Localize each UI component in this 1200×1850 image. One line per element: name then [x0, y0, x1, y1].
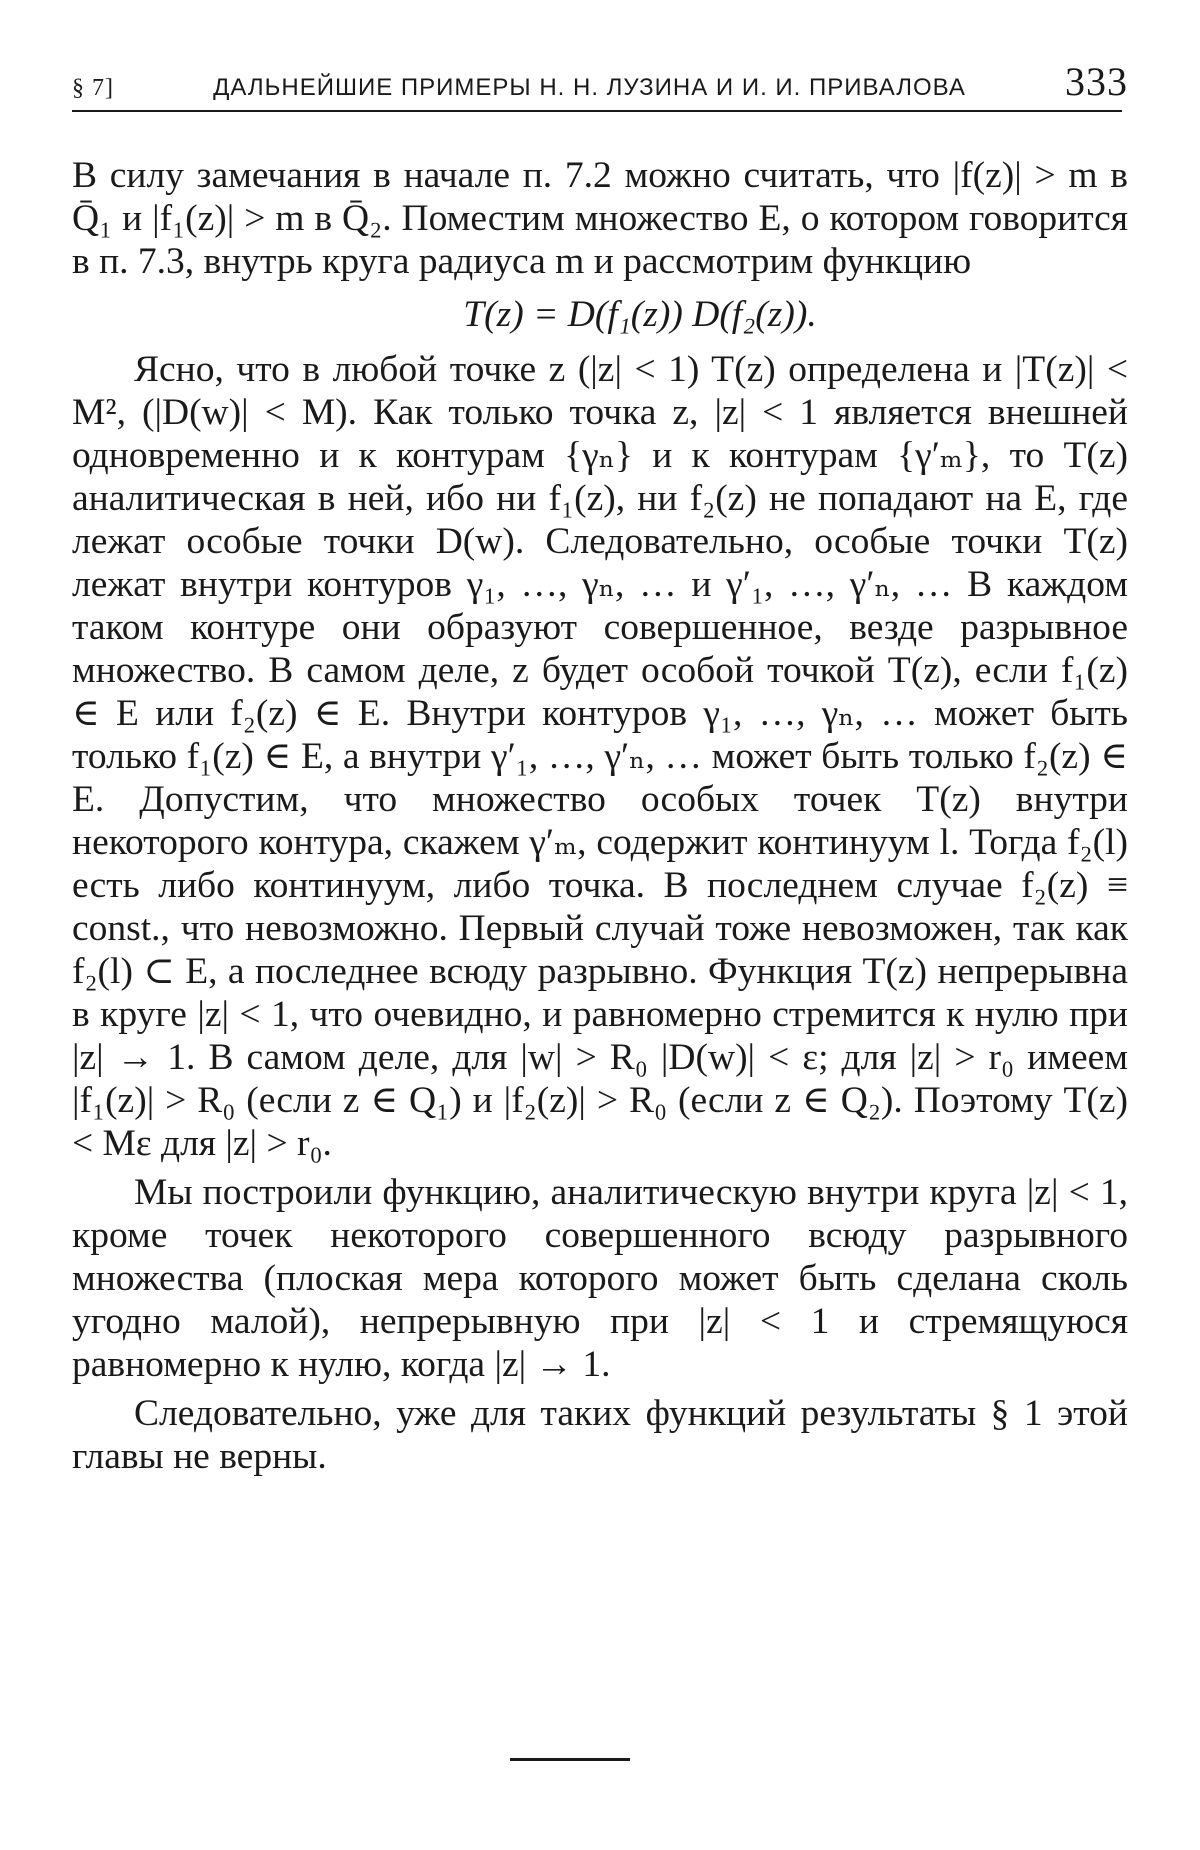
end-rule — [510, 1758, 630, 1761]
display-formula: T(z) = D(f₁(z)) D(f₂(z)). — [463, 294, 817, 335]
running-title: ДАЛЬНЕЙШИЕ ПРИМЕРЫ Н. Н. ЛУЗИНА И И. И. ПРИВАЛОВА — [213, 74, 966, 101]
paragraph-1: В силу замечания в начале п. 7.2 можно считать, что |f(z)| > m в Q̄₁ и |f₁(z)| > m в Q̄₂. Поместим множество E, о котором говорится в п. 7.3, внутрь круга радиуса m и рассмотрим функцию — [72, 155, 1128, 282]
page-body — [72, 154, 1128, 1478]
page-number: 333 — [1065, 59, 1128, 104]
header-rule — [72, 110, 1122, 112]
section-marker: § 7] — [72, 75, 114, 101]
book-page — [72, 40, 1128, 1478]
paragraph-4: Следовательно, уже для таких функций результаты § 1 этой главы не верны. — [72, 1393, 1128, 1477]
paragraph-3: Мы построили функцию, аналитическую внутри круга |z| < 1, кроме точек некоторого совершенного всюду разрывного множества (плоская мера которого может быть сделана сколь угодно малой), непрерывную при |z| < 1 и стремящуюся равномерно к нулю, когда |z| → 1. — [72, 1172, 1128, 1385]
page-header — [72, 40, 1128, 102]
paragraph-2: Ясно, что в любой точке z (|z| < 1) T(z) определена и |T(z)| < M², (|D(w)| < M). Как только точка z, |z| < 1 является внешней одновременно и к контурам {γₙ} и к контурам {γ′ₘ}, то T(z) аналитическая в ней, ибо ни f₁(z), ни f₂(z) не попадают на E, где лежат особые точки D(w). Следовательно, особые точки T(z) лежат внутри контуров γ₁, …, γₙ, … и γ′₁, …, γ′ₙ, … В каждом таком контуре они образуют совершенное, везде разрывное множество. В самом деле, z будет особой точкой T(z), если f₁(z) ∈ E или f₂(z) ∈ E. Внутри контуров γ₁, …, γₙ, … может быть только f₁(z) ∈ E, а внутри γ′₁, …, γ′ₙ, … может быть только f₂(z) ∈ E. Допустим, что множество особых точек T(z) внутри некоторого контура, скажем γ′ₘ, содержит континуум l. Тогда f₂(l) есть либо континуум, либо точка. В последнем случае f₂(z) ≡ const., что невозможно. Первый случай тоже невозможен, так как f₂(l) ⊂ E, а последнее всюду разрывно. Функция T(z) непрерывна в круге |z| < 1, что очевидно, и равномерно стремится к нулю при |z| → 1. В самом деле, для |w| > R₀ |D(w)| < ε; для |z| > r₀ имеем |f₁(z)| > R₀ (если z ∈ Q₁) и |f₂(z)| > R₀ (если z ∈ Q₂). Поэтому T(z) < Mε для |z| > r₀. — [72, 349, 1128, 1164]
